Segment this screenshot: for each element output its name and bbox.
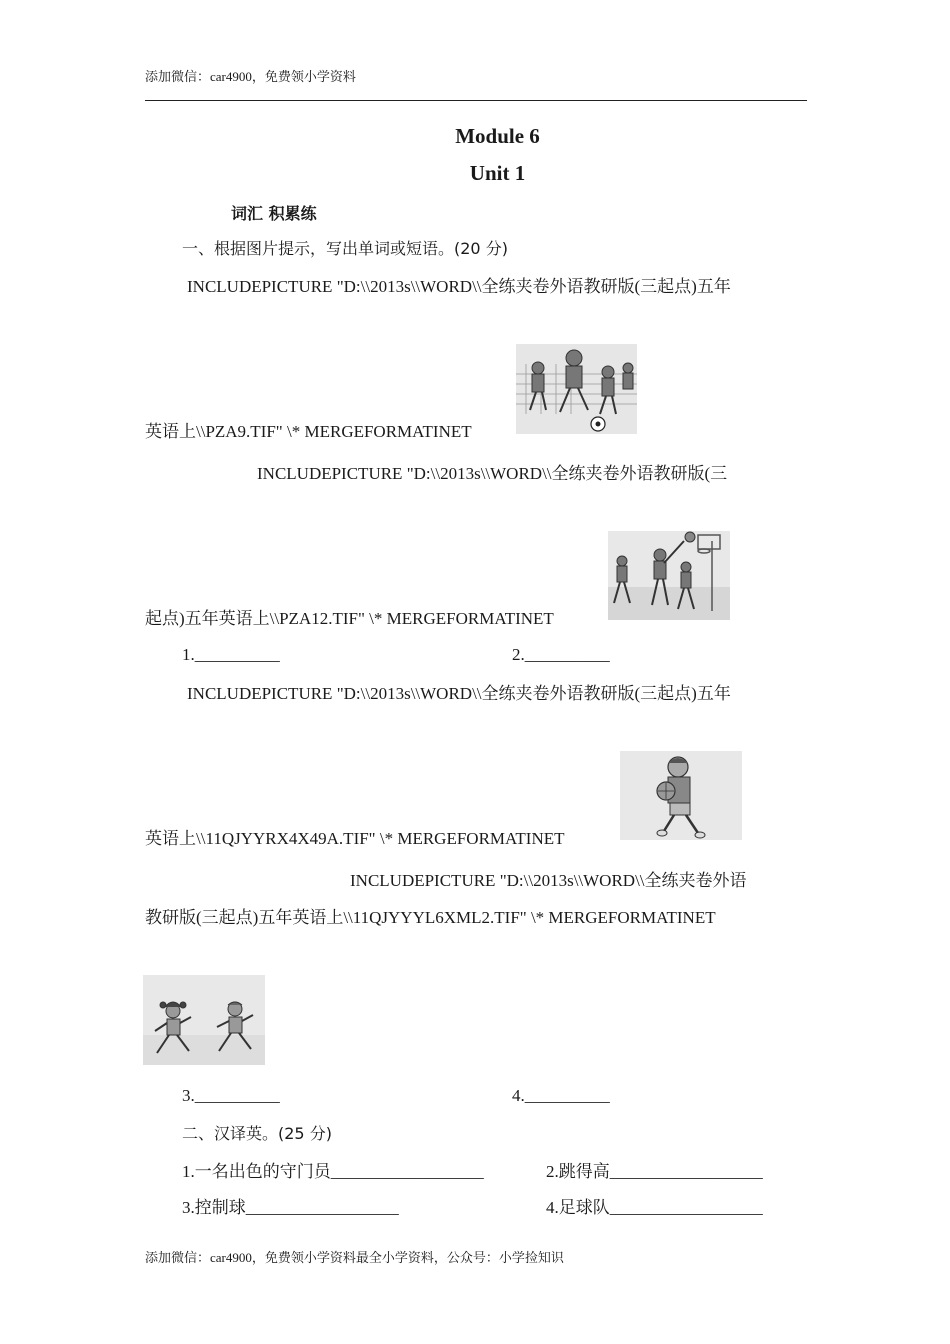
blank-3[interactable]: 3.__________ [182, 1086, 280, 1105]
translate-q1[interactable]: 1.一名出色的守门员__________________ [182, 1162, 484, 1181]
unit-title: Unit 1 [469, 161, 526, 185]
field2-line1: INCLUDEPICTURE "D:\\2013s\\WORD\\全练夹卷外语教研版(三 [257, 464, 728, 483]
translate-q2[interactable]: 2.跳得高__________________ [546, 1162, 763, 1181]
blank-2[interactable]: 2.__________ [512, 645, 610, 664]
field1-line1: INCLUDEPICTURE "D:\\2013s\\WORD\\全练夹卷外语教研版(三起点)五年 [187, 277, 731, 296]
children-running-image [143, 975, 265, 1065]
soccer-players-image [516, 344, 637, 434]
blank-1[interactable]: 1.__________ [182, 645, 280, 664]
basketball-players-image [608, 531, 730, 620]
boy-holding-ball-image [620, 751, 742, 840]
field3-line2: 英语上\\11QJYYRX4X49A.TIF" \* MERGEFORMATINET [145, 829, 565, 848]
translate-q3[interactable]: 3.控制球__________________ [182, 1198, 399, 1217]
section-vocab-label: 词汇 积累练 [231, 204, 317, 223]
header-rule [145, 100, 807, 101]
page-footer: 添加微信：car4900，免费领小学资料最全小学资料，公众号：小学捡知识 [145, 1250, 564, 1265]
part2-heading: 二、汉译英。(25 分) [182, 1124, 332, 1143]
blank-4[interactable]: 4.__________ [512, 1086, 610, 1105]
page-header: 添加微信：car4900，免费领小学资料 [145, 69, 356, 84]
translate-q4[interactable]: 4.足球队__________________ [546, 1198, 763, 1217]
field2-line2: 起点)五年英语上\\PZA12.TIF" \* MERGEFORMATINET [145, 609, 554, 628]
module-title: Module 6 [455, 124, 540, 148]
part1-heading: 一、根据图片提示，写出单词或短语。(20 分) [182, 239, 508, 258]
field4-line2: 教研版(三起点)五年英语上\\11QJYYYL6XML2.TIF" \* MERGEFORMATINET [145, 908, 716, 927]
field4-line1: INCLUDEPICTURE "D:\\2013s\\WORD\\全练夹卷外语 [350, 871, 747, 890]
field1-line2: 英语上\\PZA9.TIF" \* MERGEFORMATINET [145, 422, 472, 441]
field3-line1: INCLUDEPICTURE "D:\\2013s\\WORD\\全练夹卷外语教研版(三起点)五年 [187, 684, 731, 703]
